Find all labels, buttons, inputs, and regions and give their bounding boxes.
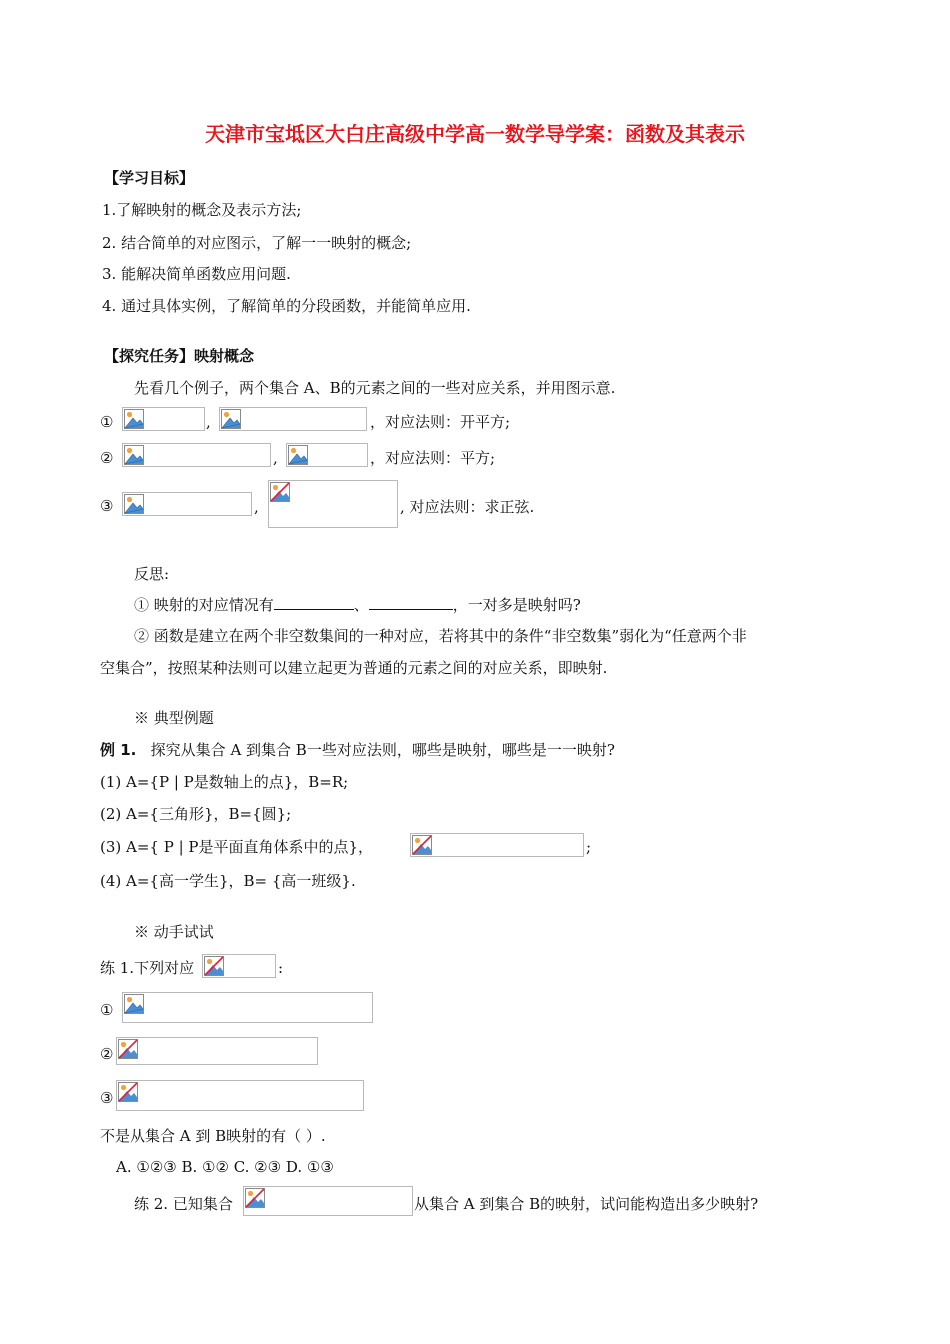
answer-blank [369, 594, 453, 610]
objective-item: 1.了解映射的概念及表示方法; [102, 201, 302, 219]
examples-heading: ※ 典型例题 [134, 709, 214, 727]
separator-comma: , [273, 449, 278, 467]
task-intro: 先看几个例子，两个集合 A、B的元素之间的一些对应关系，并用图示意. [134, 379, 616, 397]
broken-image-icon [124, 409, 144, 429]
answer-blank [274, 594, 354, 610]
reflect-question-1-sep: 、 [353, 596, 369, 614]
formula-image [122, 443, 271, 467]
broken-image-icon [270, 482, 290, 502]
document-title: 天津市宝坻区大白庄高级中学高一数学导学案：函数及其表示 [205, 122, 745, 146]
broken-image-icon [412, 835, 432, 855]
example-2-rule: ，对应法则：平方; [370, 449, 496, 467]
example-item: (1) A={P | P是数轴上的点}，B=R; [100, 773, 349, 791]
formula-image [122, 492, 252, 516]
objective-item: 4. 通过具体实例，了解简单的分段函数，并能简单应用. [102, 297, 471, 315]
option-2-number: ② [100, 1045, 114, 1063]
example-text: 探究从集合 A 到集合 B一些对应法则，哪些是映射，哪些是一一映射? [150, 741, 615, 759]
example-3-number: ③ [100, 497, 114, 515]
example-2-number: ② [100, 449, 114, 467]
objectives-heading: 【学习目标】 [104, 169, 195, 187]
example-1-number: ① [100, 413, 114, 431]
practice-2-label: 练 2. 已知集合 [134, 1195, 233, 1213]
example-item-3-tail: ; [586, 838, 592, 856]
reflect-question-2-line-2: 空集合”，按照某种法则可以建立起更为普通的元素之间的对应关系，即映射. [100, 659, 608, 677]
diagram-image [116, 1037, 318, 1065]
formula-image [410, 833, 584, 857]
formula-image [122, 407, 205, 431]
reflect-question-2-line-1: ② 函数是建立在两个非空数集间的一种对应，若将其中的条件“非空数集”弱化为“任意两个非 [134, 627, 747, 645]
practice-1-tail: : [278, 959, 284, 977]
broken-image-icon [204, 956, 224, 976]
broken-image-icon [245, 1188, 265, 1208]
separator-comma: , [254, 498, 259, 516]
diagram-image [122, 992, 373, 1023]
separator-comma: , [206, 413, 211, 431]
example-3-rule: , 对应法则：求正弦. [400, 498, 535, 516]
broken-image-icon [124, 994, 144, 1014]
broken-image-icon [124, 494, 144, 514]
broken-image-icon [118, 1039, 138, 1059]
example-label: 例 1. [100, 741, 137, 759]
objective-item: 2. 结合简单的对应图示，了解一一映射的概念; [102, 234, 412, 252]
reflect-question-1 [134, 594, 581, 615]
example-1-rule: ，对应法则：开平方; [370, 413, 511, 431]
reflect-label: 反思: [134, 565, 170, 583]
formula-image [219, 407, 367, 431]
option-1-number: ① [100, 1001, 114, 1019]
broken-image-icon [124, 445, 144, 465]
option-3-number: ③ [100, 1089, 114, 1107]
example-item: (3) A={ P | P是平面直角体系中的点}， [100, 838, 374, 856]
diagram-image [116, 1080, 364, 1111]
example-item: (4) A={高一学生}，B= {高一班级}. [100, 872, 356, 890]
example-item: (2) A={三角形}，B={圆}; [100, 805, 292, 823]
example-1-line [100, 740, 615, 760]
practice-choices: A. ①②③ B. ①② C. ②③ D. ①③ [116, 1158, 334, 1176]
practice-2-text: 从集合 A 到集合 B的映射，试问能构造出多少映射? [414, 1195, 759, 1213]
reflect-question-1-tail: ，一对多是映射吗? [452, 596, 581, 614]
reflect-question-1-text: ① 映射的对应情况有 [134, 596, 274, 614]
formula-image [202, 954, 276, 978]
formula-image [286, 443, 368, 467]
broken-image-icon [118, 1082, 138, 1102]
objective-item: 3. 能解决简单函数应用问题. [102, 265, 291, 283]
practice-heading: ※ 动手试试 [134, 923, 214, 941]
broken-image-icon [221, 409, 241, 429]
task-heading: 【探究任务】映射概念 [104, 347, 255, 365]
formula-image [268, 480, 398, 528]
formula-image [243, 1186, 413, 1216]
practice-1-label: 练 1.下列对应 [100, 959, 195, 977]
practice-question: 不是从集合 A 到 B映射的有（ ）. [100, 1127, 326, 1145]
broken-image-icon [288, 445, 308, 465]
